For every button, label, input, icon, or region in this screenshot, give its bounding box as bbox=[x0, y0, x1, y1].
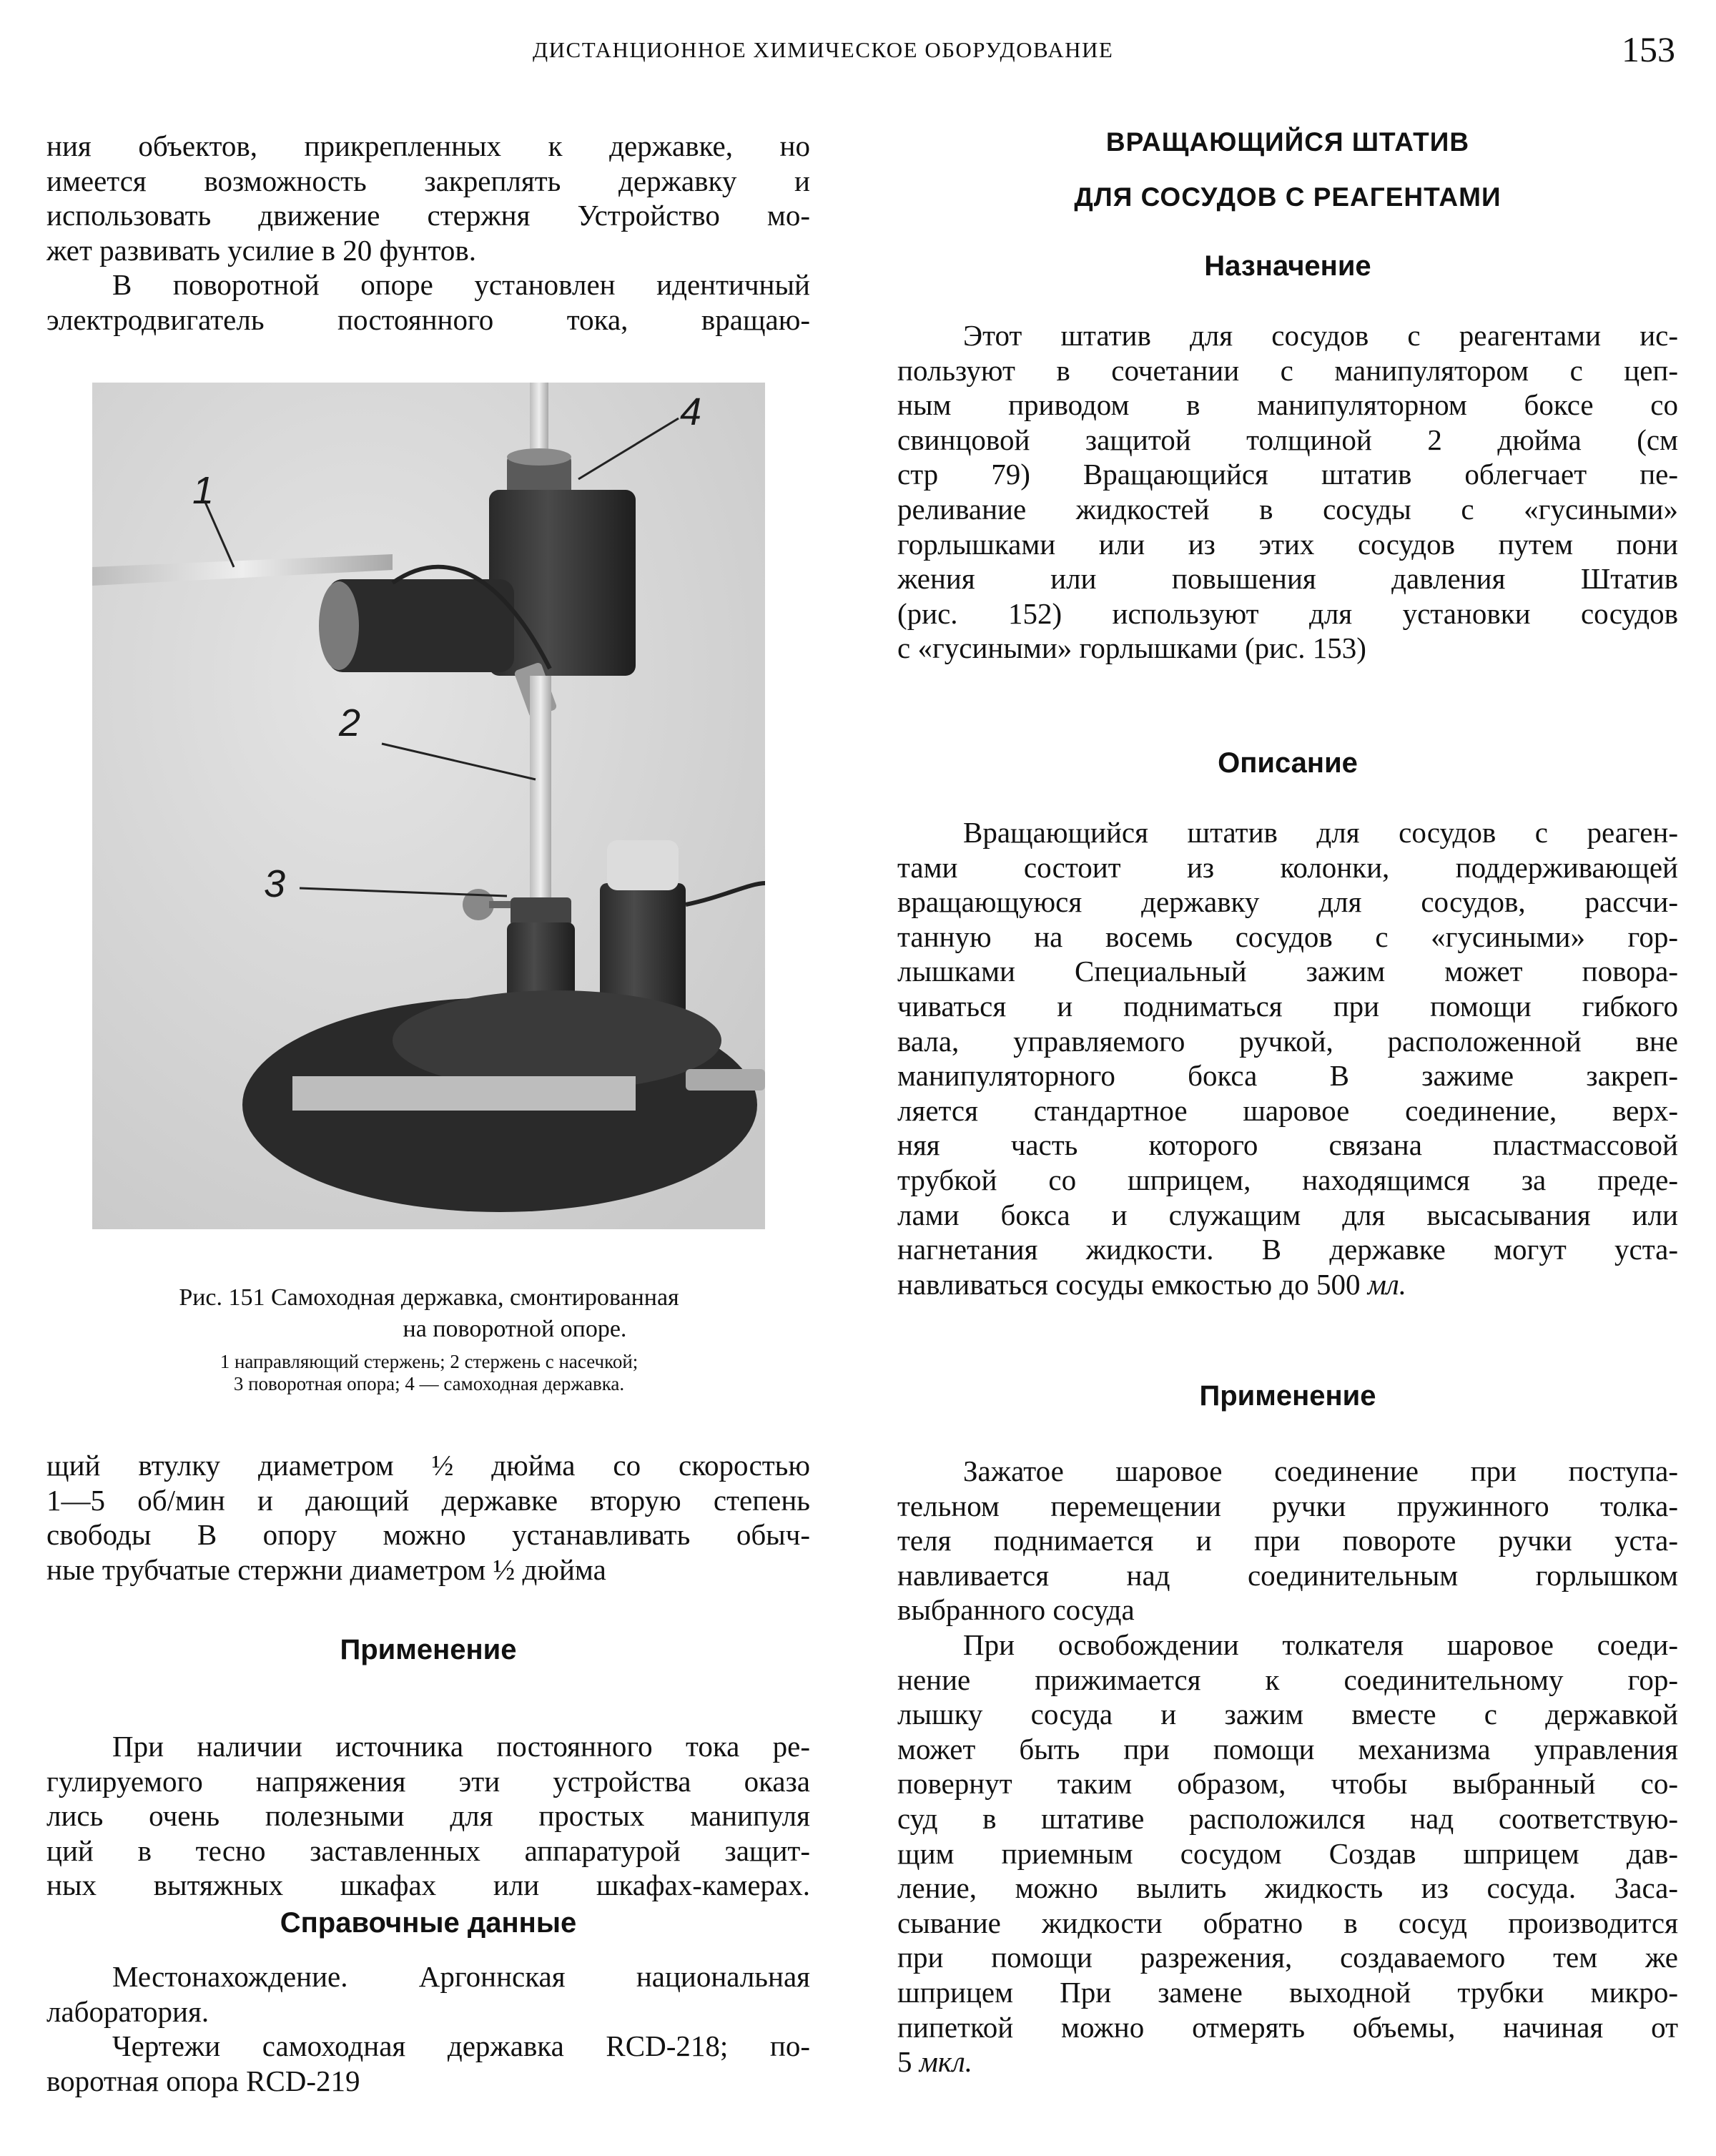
text-line: При наличии источника постоянного тока ре- bbox=[112, 1730, 810, 1763]
text-line: пипеткой можно отмерять объемы, начиная от bbox=[897, 2010, 1678, 2044]
text-line: теля поднимается и при повороте ручки уста- bbox=[897, 1524, 1678, 1557]
text-line: может быть при помощи механизма управления bbox=[897, 1732, 1678, 1766]
figure-label-3: 3 bbox=[264, 862, 286, 905]
purpose-paragraph bbox=[897, 318, 1678, 666]
text-line: ций в тесно заставленных аппаратурой защит- bbox=[46, 1833, 810, 1867]
caption-line: на поворотной опоре. bbox=[403, 1316, 627, 1342]
text-line: нение прижимается к соединительному гор- bbox=[897, 1663, 1678, 1696]
section-heading-application-left: Применение bbox=[340, 1634, 517, 1665]
text-line: ных вытяжных шкафах или шкафах-камерах. bbox=[46, 1869, 810, 1902]
text-line: сывание жидкости обратно в сосуд производится bbox=[897, 1906, 1678, 1939]
section-heading-application-right: Применение bbox=[1199, 1380, 1376, 1412]
unit-italic: мл. bbox=[1367, 1267, 1407, 1301]
text-line: лышку сосуда и зажим вместе с державкой bbox=[897, 1698, 1678, 1731]
caption-legend-line: 3 поворотная опора; 4 — самоходная державка. bbox=[233, 1373, 625, 1394]
text-line: реливание жидкостей в сосуды с «гусиными» bbox=[897, 492, 1678, 526]
text-line: шприцем При замене выходной трубки микро- bbox=[897, 1975, 1678, 2009]
text-fragment: навливаться сосуды емкостью до 500 bbox=[897, 1267, 1368, 1301]
text-line: Чертежи самоходная державка RCD-218; по- bbox=[112, 2029, 810, 2063]
page-number: 153 bbox=[1622, 29, 1675, 69]
text-line: использовать движение стержня Устройство мо- bbox=[46, 199, 810, 232]
text-line: лись очень полезными для простых манипуля bbox=[46, 1799, 810, 1833]
text-line: ния объектов, прикрепленных к державке, но bbox=[46, 129, 810, 162]
article-title bbox=[897, 114, 1678, 225]
text-line: няя часть которого связана пластмассовой bbox=[897, 1128, 1678, 1162]
text-line: 1—5 об/мин и дающий державке вторую степень bbox=[46, 1483, 810, 1517]
text-line bbox=[897, 1267, 1678, 1302]
text-line: при помощи разрежения, создаваемого тем же bbox=[897, 1941, 1678, 1974]
caption-legend-line: 1 направляющий стержень; 2 стержень с насечкой; bbox=[220, 1351, 638, 1372]
text-line bbox=[897, 2044, 1678, 2079]
figure-label-4: 4 bbox=[680, 390, 702, 433]
text-line: танную на восемь сосудов с «гусиными» гор- bbox=[897, 920, 1678, 953]
text-line: стр 79) Вращающийся штатив облегчает пе- bbox=[897, 458, 1678, 491]
text-line: Этот штатив для сосудов с реагентами ис- bbox=[963, 319, 1678, 352]
text-line: Зажатое шаровое соединение при поступа- bbox=[963, 1454, 1678, 1487]
section-heading-purpose: Назначение bbox=[1204, 250, 1371, 282]
text-line: тами состоит из колонки, поддерживающей bbox=[897, 850, 1678, 884]
text-line: лаборатория. bbox=[46, 1994, 209, 2028]
text-line: щим приемным сосудом Создав шприцем дав- bbox=[897, 1836, 1678, 1870]
text-line: В поворотной опоре установлен идентичный bbox=[112, 268, 810, 302]
description-paragraph bbox=[897, 815, 1678, 1301]
text-line: суд в штативе расположился над соответствую- bbox=[897, 1801, 1678, 1835]
unit-italic: мкл. bbox=[919, 2045, 973, 2079]
figure-caption bbox=[72, 1282, 786, 1395]
text-line: Местонахождение. Аргоннская национальная bbox=[112, 1960, 810, 1993]
caption-line: Рис. 151 Самоходная державка, смонтированная bbox=[179, 1284, 679, 1311]
application-paragraph-right bbox=[897, 1454, 1678, 2079]
text-line: ные трубчатые стержни диаметром ½ дюйма bbox=[46, 1552, 606, 1586]
text-line: горлышками или из этих сосудов путем пони bbox=[897, 527, 1678, 561]
text-line: Вращающийся штатив для сосудов с реаген- bbox=[963, 816, 1678, 849]
text-line: щий втулку диаметром ½ дюйма со скоростью bbox=[46, 1449, 810, 1482]
text-line: имеется возможность закреплять державку и bbox=[46, 164, 810, 197]
text-line: гулируемого напряжения эти устройства оказа bbox=[46, 1764, 810, 1798]
title-line: ВРАЩАЮЩИЙСЯ ШТАТИВ bbox=[1105, 127, 1470, 157]
text-line: свинцовой защитой толщиной 2 дюйма (см bbox=[897, 423, 1678, 456]
text-line: жения или повышения давления Штатив bbox=[897, 562, 1678, 596]
text-line: ление, можно вылить жидкость из сосуда. Заса- bbox=[897, 1871, 1678, 1905]
text-line: повернут таким образом, чтобы выбранный со- bbox=[897, 1767, 1678, 1801]
left-application-paragraph bbox=[46, 1729, 810, 1903]
text-line: ляется стандартное шаровое соединение, верх- bbox=[897, 1093, 1678, 1127]
text-line: вала, управляемого ручкой, расположенной вне bbox=[897, 1024, 1678, 1058]
text-line: манипуляторного бокса В зажиме закреп- bbox=[897, 1059, 1678, 1093]
section-heading-reference-data: Справочные данные bbox=[280, 1907, 577, 1939]
text-line: чиваться и подниматься при помощи гибкого bbox=[897, 989, 1678, 1023]
left-intro-paragraphs bbox=[46, 129, 810, 338]
figure-photo-self-propelled-holder bbox=[92, 383, 765, 1229]
figure-label-2: 2 bbox=[339, 702, 361, 744]
text-line: лами бокса и служащим для высасывания или bbox=[897, 1198, 1678, 1231]
text-line: нагнетания жидкости. В державке могут уста- bbox=[897, 1233, 1678, 1266]
reference-data-paragraph bbox=[46, 1959, 810, 2098]
text-fragment: 5 bbox=[897, 2045, 919, 2079]
title-line: ДЛЯ СОСУДОВ С РЕАГЕНТАМИ bbox=[1074, 182, 1502, 212]
section-heading-description: Описание bbox=[1218, 747, 1358, 779]
text-line: выбранного сосуда bbox=[897, 1593, 1135, 1627]
text-line: тельном перемещении ручки пружинного толка- bbox=[897, 1489, 1678, 1522]
text-line: электродвигатель постоянного тока, вращаю- bbox=[46, 302, 810, 336]
text-line: с «гусиными» горлышками (рис. 153) bbox=[897, 631, 1366, 665]
figure-label-1: 1 bbox=[192, 469, 214, 512]
text-line: вращающуюся державку для сосудов, рассчи- bbox=[897, 885, 1678, 919]
text-line: ным приводом в манипуляторном боксе со bbox=[897, 388, 1678, 422]
text-line: При освобождении толкателя шаровое соеди- bbox=[963, 1628, 1678, 1661]
text-line: навливается над соединительным горлышком bbox=[897, 1558, 1678, 1592]
left-continuation-paragraph bbox=[46, 1448, 810, 1587]
text-line: (рис. 152) используют для установки сосудов bbox=[897, 596, 1678, 630]
text-line: свободы В опору можно устанавливать обыч- bbox=[46, 1518, 810, 1552]
text-line: воротная опора RCD-219 bbox=[46, 2064, 360, 2097]
text-line: трубкой со шприцем, находящимся за преде- bbox=[897, 1163, 1678, 1196]
text-line: пользуют в сочетании с манипулятором с цеп- bbox=[897, 353, 1678, 387]
text-line: лышками Специальный зажим может повора- bbox=[897, 955, 1678, 988]
text-line: жет развивать усилие в 20 фунтов. bbox=[46, 233, 476, 267]
running-header: ДИСТАНЦИОННОЕ ХИМИЧЕСКОЕ ОБОРУДОВАНИЕ bbox=[533, 37, 1114, 62]
